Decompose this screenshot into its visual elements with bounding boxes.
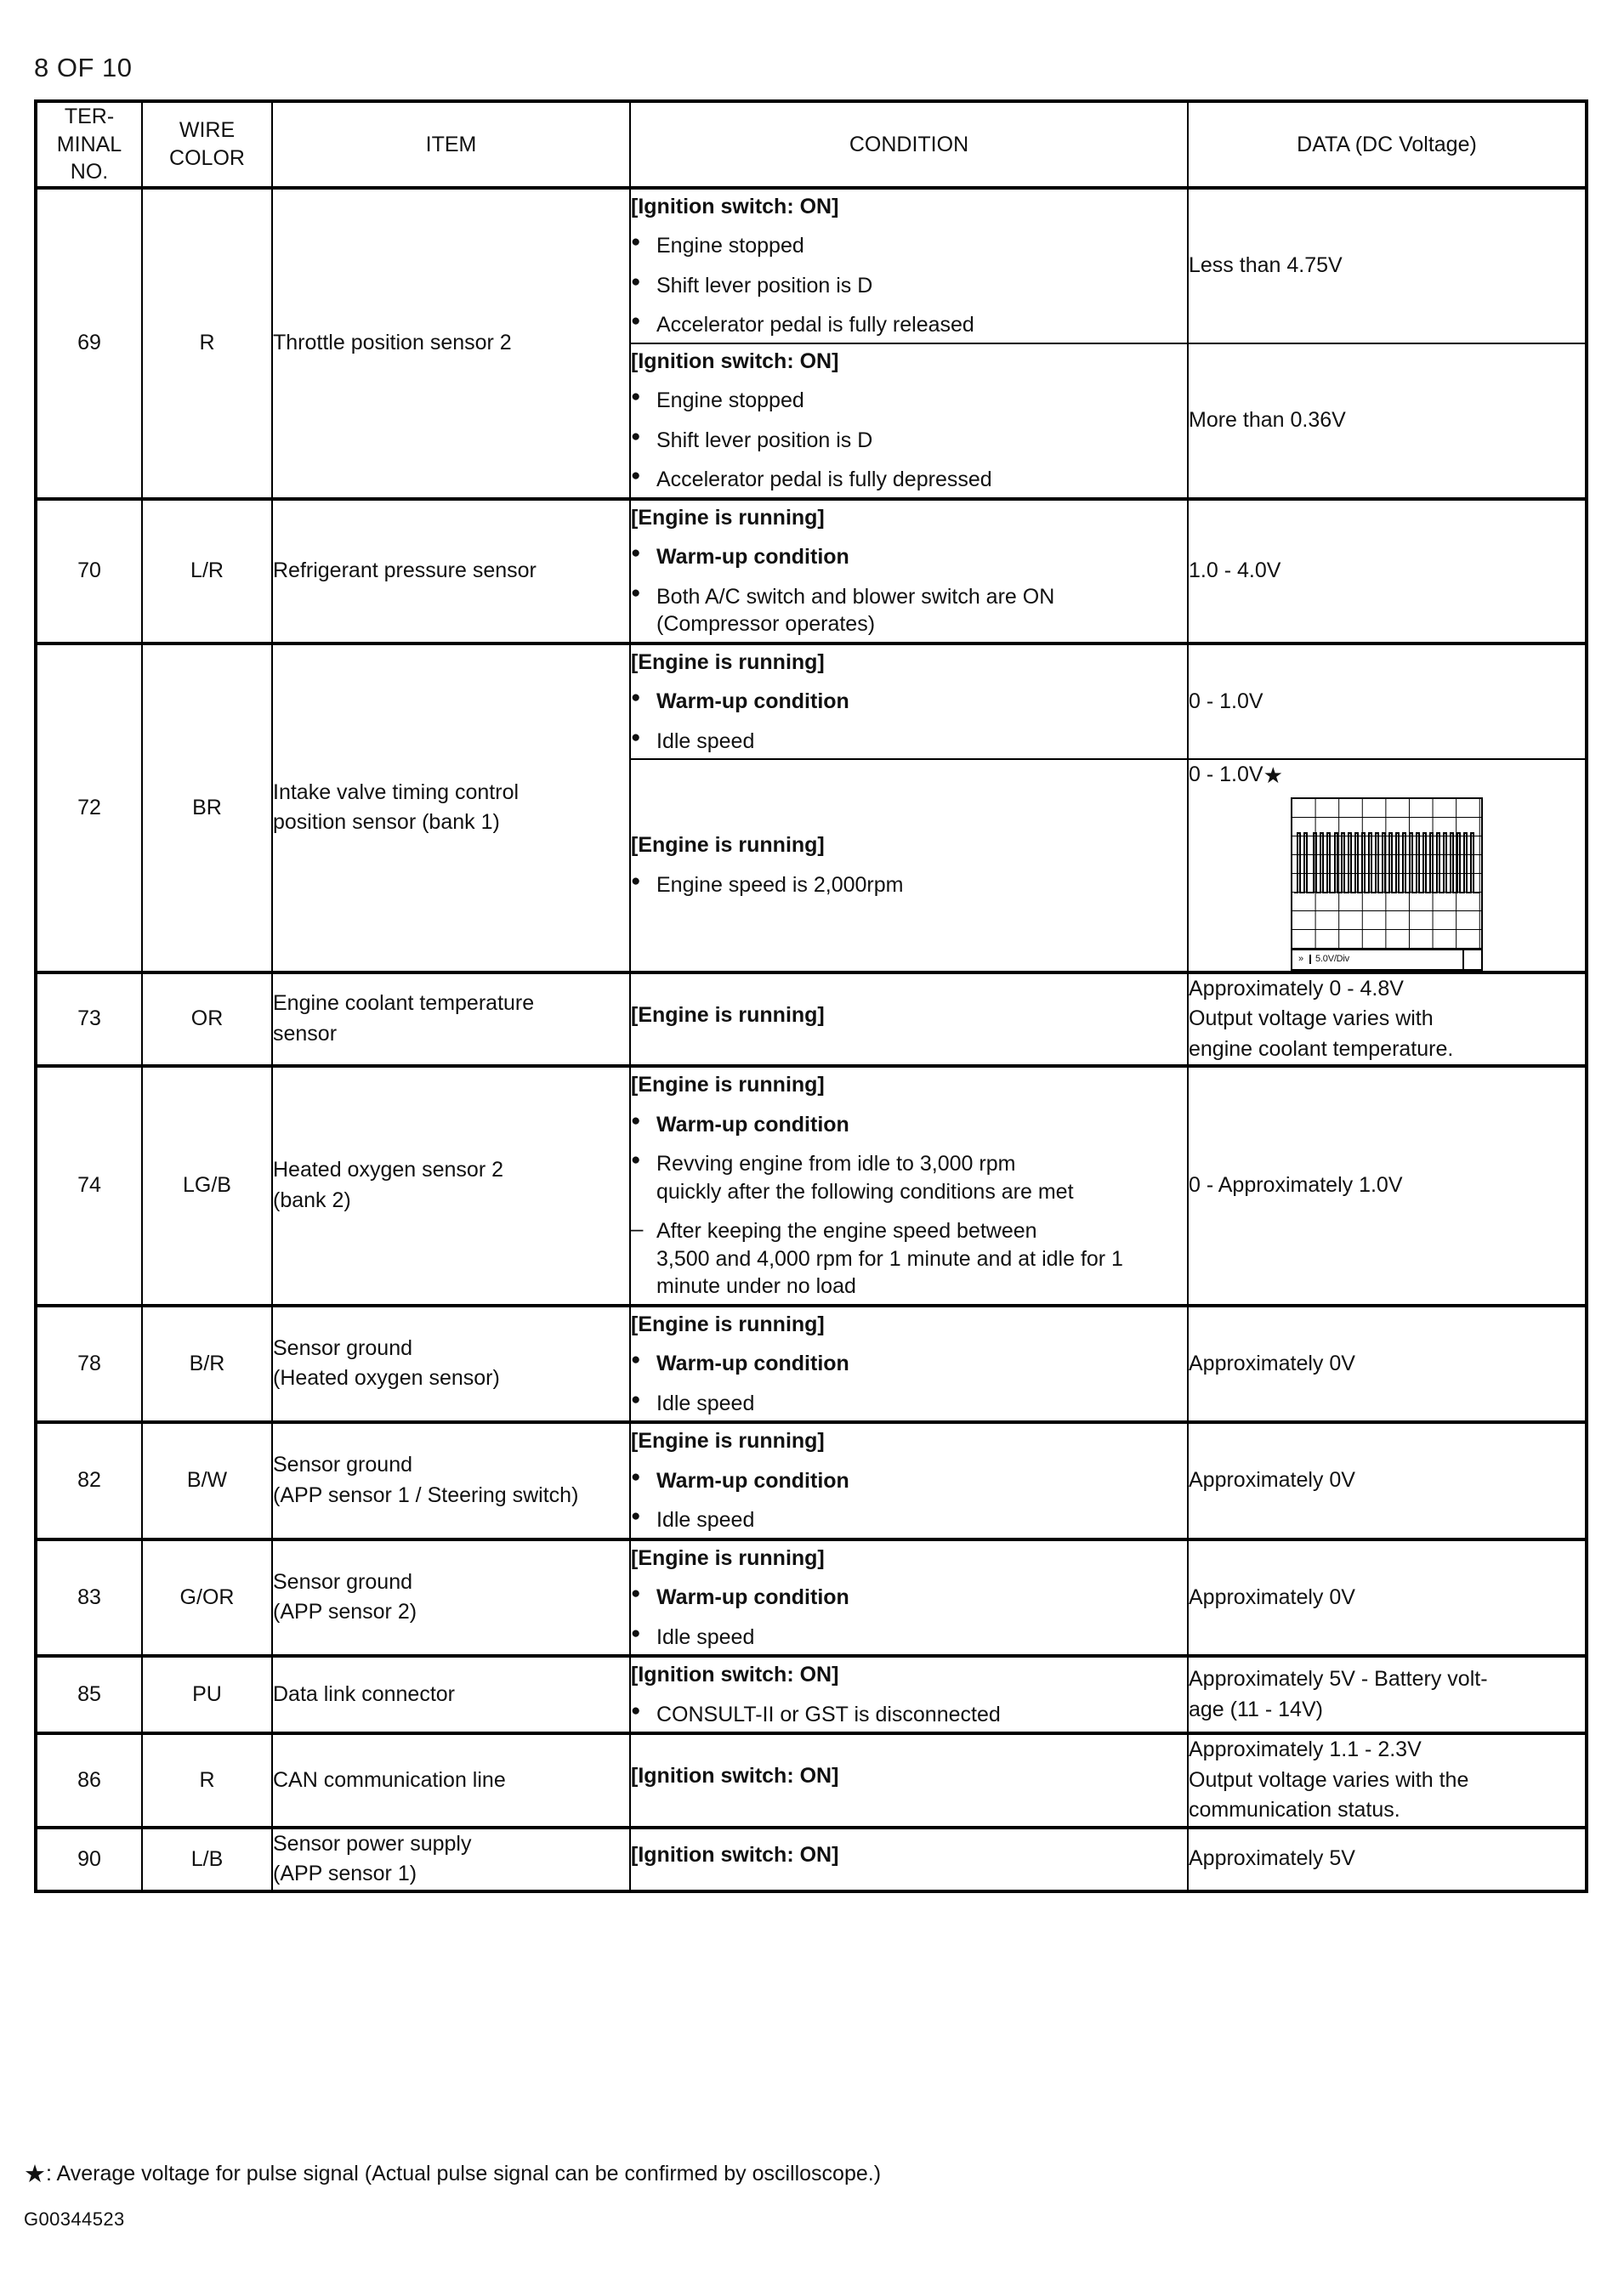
cell-terminal-no: 86 — [36, 1733, 142, 1828]
condition-bullet-text: Accelerator pedal is fully depressed — [656, 468, 992, 491]
condition-bullet-text: After keeping the engine speed between — [656, 1219, 1037, 1243]
cell-data-voltage — [1188, 643, 1587, 760]
cell-condition — [630, 1306, 1188, 1423]
table-row — [36, 1306, 1587, 1423]
cell-terminal-no: 83 — [36, 1539, 142, 1657]
condition-bullet-list — [631, 1350, 1187, 1417]
condition-bullet — [631, 387, 1187, 415]
cell-terminal-no: 74 — [36, 1066, 142, 1306]
bullet-marker-icon: ● — [631, 728, 641, 746]
data-value: Approximately 5V — [1189, 1846, 1355, 1871]
condition-bullet — [631, 1390, 1187, 1418]
bullet-marker-icon: ● — [631, 1111, 641, 1130]
bullet-marker-icon: ● — [631, 312, 641, 330]
condition-bullet-text: Warm-up condition — [656, 1352, 849, 1375]
header-line: COLOR — [169, 145, 245, 170]
data-value: Approximately 0V — [1189, 1585, 1355, 1609]
condition-bullet — [631, 427, 1187, 455]
cell-terminal-no: 69 — [36, 188, 142, 499]
condition-heading: [Engine is running] — [631, 1545, 825, 1570]
cell-data-voltage — [1188, 972, 1587, 1067]
bullet-marker-icon: ● — [631, 1507, 641, 1525]
bullet-marker-icon: ● — [631, 871, 641, 890]
header-line: NO. — [70, 160, 109, 184]
condition-heading: [Engine is running] — [631, 1073, 825, 1097]
condition-heading: [Engine is running] — [631, 833, 825, 858]
star-icon: ★ — [1263, 762, 1283, 788]
condition-bullet-text: CONSULT-II or GST is disconnected — [656, 1702, 1001, 1726]
cell-terminal-no: 90 — [36, 1828, 142, 1891]
condition-bullet-text: Revving engine from idle to 3,000 rpm — [656, 1152, 1016, 1176]
condition-bullet — [631, 1217, 1187, 1301]
condition-bullet-text: Idle speed — [656, 1508, 755, 1532]
condition-heading: [Engine is running] — [631, 1002, 825, 1027]
cell-item — [272, 643, 630, 972]
condition-heading: [Ignition switch: ON] — [631, 1842, 839, 1867]
cell-wire-color: R — [142, 188, 272, 499]
bullet-marker-icon: ● — [631, 689, 641, 706]
cell-terminal-no: 85 — [36, 1656, 142, 1733]
condition-bullet — [631, 543, 1187, 571]
cell-item — [272, 1306, 630, 1423]
header-line: WIRE — [179, 118, 236, 143]
bullet-marker-icon: ● — [631, 427, 641, 445]
item-line: Engine coolant temperature — [273, 991, 535, 1016]
column-header-terminal-no — [36, 101, 142, 188]
dash-marker-icon: – — [631, 1216, 644, 1241]
bullet-marker-icon: ● — [631, 1467, 641, 1486]
condition-bullet-text: Engine speed is 2,000rpm — [656, 872, 904, 897]
oscilloscope-scale-bar — [1292, 949, 1481, 969]
item-line: Sensor ground — [273, 1335, 413, 1360]
item-line: (APP sensor 1) — [273, 1862, 417, 1885]
oscilloscope-grid — [1292, 799, 1481, 949]
cell-condition — [630, 1828, 1188, 1891]
cell-terminal-no: 70 — [36, 499, 142, 643]
condition-bullet — [631, 232, 1187, 260]
condition-bullet-list — [631, 232, 1187, 339]
cell-data-voltage — [1188, 759, 1587, 972]
item-line: sensor — [273, 1021, 338, 1046]
condition-bullet-text: Warm-up condition — [656, 1112, 849, 1137]
cell-wire-color: R — [142, 1733, 272, 1828]
data-value: 0 - Approximately 1.0V — [1189, 1173, 1403, 1197]
item-line: position sensor (bank 1) — [273, 810, 500, 834]
bullet-marker-icon: ● — [631, 272, 641, 291]
condition-bullet-list — [631, 1584, 1187, 1651]
data-value-line: age (11 - 14V) — [1189, 1697, 1323, 1721]
cell-condition — [630, 643, 1188, 760]
item-line: (Heated oxygen sensor) — [273, 1366, 500, 1391]
condition-bullet-text: Shift lever position is D — [656, 428, 873, 452]
cell-terminal-no: 82 — [36, 1422, 142, 1539]
column-header-wire-color — [142, 101, 272, 188]
footnote — [24, 2159, 881, 2189]
cell-condition — [630, 499, 1188, 643]
table-row — [36, 1066, 1587, 1306]
cell-item: Refrigerant pressure sensor — [272, 499, 630, 643]
table-row — [36, 972, 1587, 1067]
cell-wire-color: PU — [142, 1656, 272, 1733]
condition-bullet — [631, 583, 1187, 638]
condition-bullet-continuation: (Compressor operates) — [656, 612, 876, 636]
data-value-line: Approximately 5V - Battery volt- — [1189, 1667, 1488, 1691]
condition-bullet-text: Shift lever position is D — [656, 273, 873, 298]
data-value-line: engine coolant temperature. — [1189, 1036, 1454, 1061]
oscilloscope-screen — [1291, 797, 1483, 971]
condition-bullet — [631, 1701, 1187, 1729]
bullet-marker-icon: ● — [631, 388, 641, 405]
data-value: 0 - 1.0V — [1189, 762, 1263, 786]
data-value: 0 - 1.0V — [1189, 689, 1263, 713]
footnote-text: : Average voltage for pulse signal (Actual pulse signal can be confirmed by oscilloscope.) — [46, 2162, 882, 2185]
condition-bullet — [631, 1506, 1187, 1534]
cell-terminal-no: 73 — [36, 972, 142, 1067]
condition-bullet — [631, 1584, 1187, 1612]
oscilloscope-figure — [1189, 797, 1585, 971]
table-body — [36, 188, 1587, 1891]
condition-bullet — [631, 1111, 1187, 1139]
condition-bullet-continuation: 3,500 and 4,000 rpm for 1 minute and at idle for 1 minute under no load — [656, 1246, 1123, 1298]
condition-bullet — [631, 1350, 1187, 1378]
condition-bullet-text: Idle speed — [656, 1624, 755, 1649]
condition-bullet-text: Engine stopped — [656, 234, 804, 258]
data-value-line: communication status. — [1189, 1798, 1400, 1822]
cell-wire-color: G/OR — [142, 1539, 272, 1657]
page-label: 8 OF 10 — [34, 53, 133, 82]
condition-bullet-list — [631, 387, 1187, 494]
condition-bullet — [631, 688, 1187, 716]
cell-item: CAN communication line — [272, 1733, 630, 1828]
cell-data-voltage — [1188, 343, 1587, 499]
condition-bullet — [631, 728, 1187, 756]
item-line: (bank 2) — [273, 1188, 351, 1212]
oscilloscope-waveform — [1292, 799, 1481, 949]
cell-condition — [630, 1066, 1188, 1306]
condition-bullet-list — [631, 543, 1187, 638]
document-id: G00344523 — [24, 2208, 125, 2230]
cell-data-voltage — [1188, 1422, 1587, 1539]
cell-condition — [630, 1422, 1188, 1539]
cell-wire-color: L/B — [142, 1828, 272, 1891]
data-value: Approximately 0V — [1189, 1468, 1355, 1492]
cell-wire-color: L/R — [142, 499, 272, 643]
header-line: MINAL — [56, 132, 122, 156]
cell-condition — [630, 188, 1188, 343]
item-line: (APP sensor 2) — [273, 1600, 417, 1624]
cell-item — [272, 1539, 630, 1657]
item-line: (APP sensor 1 / Steering switch) — [273, 1482, 579, 1507]
table-header — [36, 101, 1587, 188]
condition-bullet-text: Both A/C switch and blower switch are ON — [656, 584, 1055, 609]
condition-bullet-continuation: quickly after the following conditions are met — [656, 1179, 1074, 1204]
condition-bullet — [631, 1624, 1187, 1652]
table-row — [36, 1656, 1587, 1733]
cell-item: Throttle position sensor 2 — [272, 188, 630, 499]
cell-wire-color: BR — [142, 643, 272, 972]
star-icon: ★ — [24, 2161, 46, 2188]
condition-heading: [Ignition switch: ON] — [631, 349, 839, 373]
bullet-marker-icon: ● — [631, 1151, 641, 1169]
data-value-line: Approximately 0 - 4.8V — [1189, 976, 1404, 1001]
cell-data-voltage — [1188, 1066, 1587, 1306]
item-line: Intake valve timing control — [273, 780, 520, 804]
bullet-marker-icon: ● — [631, 1585, 641, 1602]
cell-data-voltage — [1188, 1306, 1587, 1423]
header-line: TER- — [64, 105, 115, 128]
oscilloscope-corner-box — [1462, 950, 1481, 969]
cell-terminal-no: 78 — [36, 1306, 142, 1423]
item-line: Sensor power supply — [273, 1831, 472, 1856]
data-value-line: Output voltage varies with the — [1189, 1767, 1469, 1792]
bullet-marker-icon: ● — [631, 1624, 641, 1642]
column-header-item: ITEM — [272, 101, 630, 188]
cell-condition — [630, 1539, 1188, 1657]
cell-wire-color: B/W — [142, 1422, 272, 1539]
condition-bullet — [631, 1467, 1187, 1495]
condition-heading: [Ignition switch: ON] — [631, 1764, 839, 1788]
condition-bullet — [631, 1150, 1187, 1205]
condition-bullet-list — [631, 1701, 1187, 1729]
cell-condition — [630, 759, 1188, 972]
cell-data-voltage — [1188, 1656, 1587, 1733]
ecm-terminal-spec-table — [34, 99, 1588, 1893]
condition-bullet — [631, 871, 1187, 899]
condition-bullet-list — [631, 688, 1187, 755]
data-value-with-star — [1189, 760, 1585, 791]
condition-bullet — [631, 466, 1187, 494]
table-row — [36, 1828, 1587, 1891]
cell-item — [272, 1828, 630, 1891]
table-row — [36, 1733, 1587, 1828]
bullet-marker-icon: ● — [631, 467, 641, 485]
cell-data-voltage — [1188, 1539, 1587, 1657]
fast-forward-icon: » — [1292, 955, 1311, 964]
condition-heading: [Engine is running] — [631, 649, 825, 674]
bullet-marker-icon: ● — [631, 1390, 641, 1409]
condition-heading: [Engine is running] — [631, 1312, 825, 1336]
condition-heading: [Ignition switch: ON] — [631, 1663, 839, 1687]
bullet-marker-icon: ● — [631, 544, 641, 562]
condition-bullet-text: Accelerator pedal is fully released — [656, 313, 974, 337]
item-line: Sensor ground — [273, 1569, 413, 1594]
item-line: Sensor ground — [273, 1453, 413, 1477]
cell-condition — [630, 1656, 1188, 1733]
cell-wire-color: B/R — [142, 1306, 272, 1423]
cell-data-voltage — [1188, 1828, 1587, 1891]
table-row — [36, 188, 1587, 343]
condition-bullet-list — [631, 1111, 1187, 1301]
condition-bullet — [631, 272, 1187, 300]
data-value: Less than 4.75V — [1189, 252, 1343, 277]
bullet-marker-icon: ● — [631, 583, 641, 602]
cell-item — [272, 972, 630, 1067]
bullet-marker-icon: ● — [631, 1701, 641, 1720]
data-value-line: Output voltage varies with — [1189, 1006, 1434, 1030]
cell-data-voltage — [1188, 188, 1587, 343]
item-line: Heated oxygen sensor 2 — [273, 1158, 504, 1182]
condition-heading: [Engine is running] — [631, 505, 825, 530]
cell-data-voltage — [1188, 1733, 1587, 1828]
condition-bullet-list — [631, 1467, 1187, 1534]
condition-bullet-text: Idle speed — [656, 1391, 755, 1415]
data-value: 1.0 - 4.0V — [1189, 558, 1281, 582]
condition-bullet-text: Idle speed — [656, 728, 755, 753]
table-row — [36, 1539, 1587, 1657]
cell-data-voltage — [1188, 499, 1587, 643]
table-row — [36, 499, 1587, 643]
cell-condition — [630, 343, 1188, 499]
data-value: More than 0.36V — [1189, 407, 1346, 432]
cell-wire-color: OR — [142, 972, 272, 1067]
bullet-marker-icon: ● — [631, 1351, 641, 1369]
condition-bullet-text: Warm-up condition — [656, 689, 849, 713]
condition-heading: [Engine is running] — [631, 1429, 825, 1453]
condition-bullet-list — [631, 871, 1187, 899]
cell-terminal-no: 72 — [36, 643, 142, 972]
condition-bullet-text: Warm-up condition — [656, 545, 849, 569]
cell-wire-color: LG/B — [142, 1066, 272, 1306]
cell-item — [272, 1422, 630, 1539]
table-row — [36, 643, 1587, 760]
condition-heading: [Ignition switch: ON] — [631, 194, 839, 218]
oscilloscope-scale-label: 5.0V/Div — [1315, 953, 1349, 964]
condition-bullet — [631, 311, 1187, 339]
condition-bullet-text: Warm-up condition — [656, 1468, 849, 1493]
cell-condition — [630, 972, 1188, 1067]
table-header-row — [36, 101, 1587, 188]
table-row — [36, 1422, 1587, 1539]
cell-condition — [630, 1733, 1188, 1828]
data-value: Approximately 0V — [1189, 1351, 1355, 1375]
data-value-line: Approximately 1.1 - 2.3V — [1189, 1738, 1422, 1761]
cell-item — [272, 1066, 630, 1306]
column-header-data: DATA (DC Voltage) — [1188, 101, 1587, 188]
cell-item: Data link connector — [272, 1656, 630, 1733]
condition-bullet-text: Engine stopped — [656, 388, 804, 412]
bullet-marker-icon: ● — [631, 233, 641, 251]
condition-bullet-text: Warm-up condition — [656, 1585, 849, 1609]
column-header-condition: CONDITION — [630, 101, 1188, 188]
